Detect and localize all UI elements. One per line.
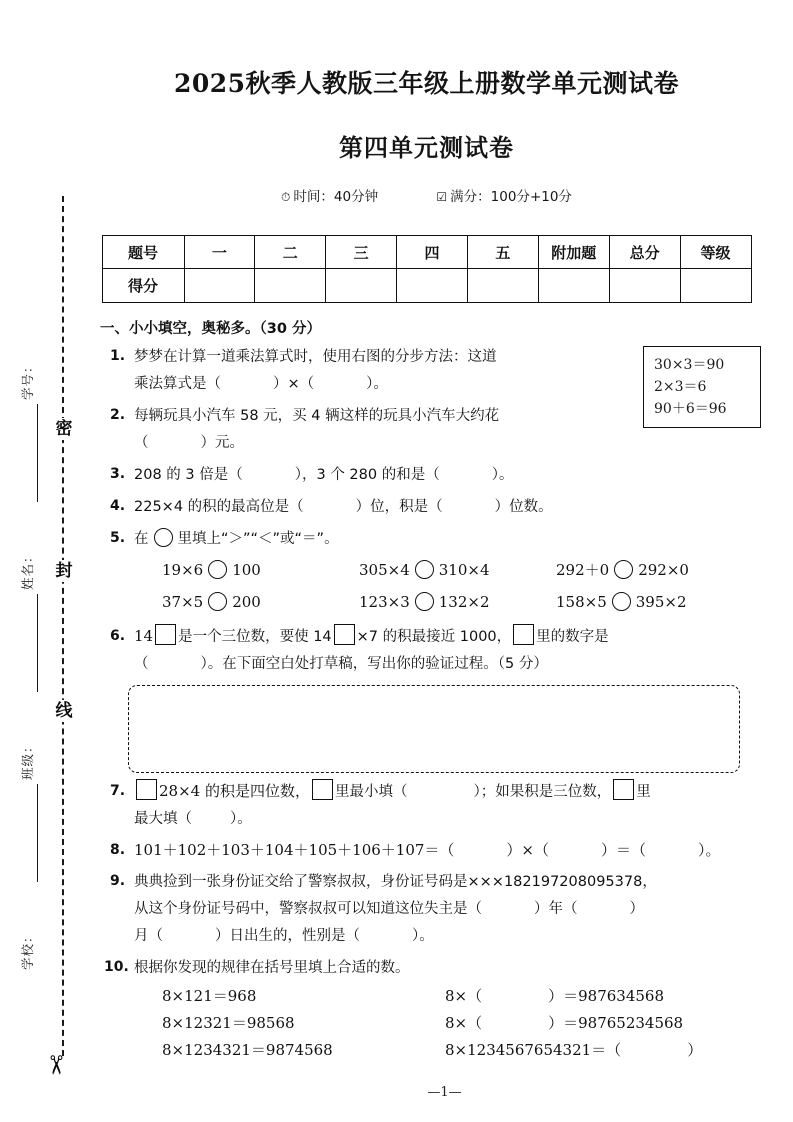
score-col-total: 总分	[609, 236, 680, 269]
comparison-circle[interactable]	[208, 560, 227, 579]
score-col-1: 一	[184, 236, 255, 269]
comparison-cell	[556, 554, 753, 586]
question-2-line-1: 每辆玩具小汽车 58 元，买 4 辆这样的玩具小汽车大约花	[134, 408, 500, 424]
score-table-header-row	[102, 236, 751, 269]
question-2-line-2b: ）元。	[200, 435, 244, 451]
question-3	[100, 461, 753, 488]
field-rule-student-number	[37, 404, 38, 502]
question-9-line-3a: 月（	[134, 928, 163, 944]
question-9-line-3c: ）。	[412, 928, 434, 944]
question-6	[100, 623, 753, 677]
question-6-part-b: 是一个三位数，要使 14	[178, 629, 332, 645]
seal-char-xian: 线	[52, 700, 76, 722]
hint-line-3: 90＋6＝96	[654, 401, 727, 417]
cmp-right: 132×2	[438, 593, 490, 611]
cmp-right: 395×2	[635, 593, 687, 611]
question-8-part-d: ）。	[698, 841, 721, 859]
pattern-row	[162, 983, 753, 1010]
question-7-part-b: 里最小填（	[334, 784, 408, 800]
cmp-left: 123×3	[359, 593, 410, 611]
exam-meta-row	[100, 185, 753, 205]
score-col-4: 四	[397, 236, 468, 269]
question-3-part-a: 208 的 3 倍是（	[134, 467, 243, 483]
hint-line-2: 2×3＝6	[654, 379, 707, 395]
comparison-cell	[162, 586, 359, 618]
question-5-prompt-b: 里填上“＞”“＜”或“＝”。	[177, 531, 339, 547]
comparison-circle[interactable]	[415, 560, 434, 579]
clock-icon: ⏱	[281, 190, 291, 204]
cmp-left: 37×5	[162, 593, 204, 611]
cmp-right: 292×0	[638, 561, 689, 579]
pattern-right	[445, 1010, 683, 1037]
score-col-5: 五	[468, 236, 539, 269]
question-9-line-2c: ）	[629, 901, 644, 917]
question-6-scratch-area[interactable]	[128, 685, 740, 773]
pattern-right	[445, 983, 664, 1010]
question-8	[100, 837, 753, 863]
question-9-line-3b: ）日出生的，性别是（	[215, 928, 360, 944]
cmp-right: 100	[232, 561, 261, 579]
question-2-number: 2.	[110, 407, 126, 423]
comparison-cell	[556, 586, 753, 618]
question-7-line-2a: 最大填（	[134, 811, 192, 827]
score-value-bonus[interactable]	[538, 269, 609, 303]
question-9-line-2b: ）年（	[534, 901, 578, 917]
cmp-left: 292＋0	[556, 561, 610, 579]
pattern-right-b: ）＝98765234568	[548, 1014, 684, 1032]
comparison-circle[interactable]	[614, 560, 633, 579]
question-3-part-c: ）。	[491, 467, 514, 483]
paper-title: 第四单元测试卷	[339, 133, 514, 162]
score-col-bonus: 附加题	[538, 236, 609, 269]
time-meta	[281, 185, 378, 205]
question-5-prompt-circle-icon	[154, 528, 173, 547]
exam-page	[96, 0, 793, 1122]
cmp-left: 19×6	[162, 561, 204, 579]
question-5-prompt-a: 在	[134, 531, 149, 547]
question-8-part-c: ）＝（	[601, 841, 647, 859]
field-label-student-number: 学号：	[20, 359, 35, 400]
score-col-grade: 等级	[680, 236, 751, 269]
score-col-2: 二	[255, 236, 326, 269]
field-label-school: 学校：	[20, 929, 35, 970]
question-10	[100, 954, 753, 1064]
pattern-row	[162, 1010, 753, 1037]
pattern-row	[162, 1037, 753, 1064]
cmp-left: 158×5	[556, 593, 607, 611]
comparison-circle[interactable]	[208, 592, 227, 611]
comparison-cell	[359, 586, 556, 618]
question-1-line-2a: 乘法算式是（	[134, 376, 221, 392]
pattern-right	[445, 1037, 702, 1064]
question-6-line-2b: ）。在下面空白处打草稿，写出你的验证过程。（5 分）	[200, 656, 548, 672]
question-4-part-a: 225×4 的积的最高位是（	[134, 499, 304, 515]
question-3-number: 3.	[110, 466, 126, 482]
seal-margin	[0, 0, 96, 1122]
question-3-part-b: ），3 个 280 的和是（	[294, 467, 440, 483]
pattern-right-a: 8×1234567654321＝（	[445, 1041, 622, 1059]
question-6-part-a: 14	[134, 627, 154, 645]
score-label: 满分：100分+10分	[450, 189, 572, 205]
comparison-row	[162, 586, 753, 618]
question-9-line-1: 典典捡到一张身份证交给了警察叔叔，身份证号码是×××182197208095378，	[134, 874, 657, 890]
question-6-box-b[interactable]	[334, 624, 355, 645]
question-7-part-a: 28×4 的积是四位数，	[159, 782, 310, 800]
score-value-3[interactable]	[326, 269, 397, 303]
score-value-2[interactable]	[255, 269, 326, 303]
question-7-line-2b: ）。	[230, 811, 252, 827]
score-table	[102, 235, 752, 303]
question-7-part-d: 里	[636, 784, 651, 800]
question-6-box-c[interactable]	[513, 624, 534, 645]
pattern-right-b: ）	[687, 1041, 703, 1059]
score-table-row-label-score: 得分	[102, 269, 184, 303]
score-value-4[interactable]	[397, 269, 468, 303]
score-value-1[interactable]	[184, 269, 255, 303]
question-1-line-2b: ）×（	[273, 376, 315, 392]
comparison-circle[interactable]	[612, 592, 631, 611]
seal-char-feng: 封	[52, 560, 76, 582]
question-10-prompt: 根据你发现的规律在括号里填上合适的数。	[134, 960, 410, 976]
question-1-number: 1.	[110, 348, 126, 364]
question-8-part-a: 101＋102＋103＋104＋105＋106＋107＝（	[134, 841, 455, 859]
field-label-class: 班级：	[20, 739, 35, 780]
comparison-cell	[359, 554, 556, 586]
question-1-wrapper	[100, 343, 753, 456]
question-2-line-2a: （	[134, 435, 149, 451]
question-9	[100, 868, 753, 949]
page-footer: —1—	[427, 1085, 462, 1100]
question-7	[100, 778, 753, 832]
scissors-icon: ✂	[39, 1054, 70, 1076]
time-label: 时间：40分钟	[293, 189, 379, 205]
seal-char-mi: 密	[52, 418, 76, 440]
question-6-box-a[interactable]	[155, 624, 176, 645]
field-rule-class	[37, 784, 38, 882]
question-5-comparison-grid	[162, 554, 753, 618]
question-1	[100, 343, 753, 397]
question-4-number: 4.	[110, 498, 126, 514]
check-icon: ☑	[436, 190, 448, 204]
question-6-line-2a: （	[134, 656, 149, 672]
score-table-row-label-number: 题号	[102, 236, 184, 269]
pattern-right-a: 8×（	[445, 987, 483, 1005]
section-one-heading: 一、小小填空，奥秘多。（30 分）	[100, 321, 321, 337]
question-7-number: 7.	[110, 783, 126, 799]
question-10-pattern-grid	[162, 983, 753, 1064]
comparison-row	[162, 554, 753, 586]
document-title: 2025秋季人教版三年级上册数学单元测试卷	[173, 69, 680, 98]
question-1-line-1: 梦梦在计算一道乘法算式时，使用右图的分步方法：这道	[134, 349, 497, 365]
hint-line-1: 30×3＝90	[654, 357, 725, 373]
cmp-right: 200	[232, 593, 261, 611]
seal-dashed-line	[62, 196, 64, 1056]
question-9-line-2a: 从这个身份证号码中，警察叔叔可以知道这位失主是（	[134, 901, 482, 917]
score-value-total[interactable]	[609, 269, 680, 303]
question-7-box-a[interactable]	[136, 779, 157, 800]
question-6-part-d: 里的数字是	[536, 629, 609, 645]
score-meta	[436, 185, 572, 205]
score-value-grade[interactable]	[680, 269, 751, 303]
question-7-part-c: ）；如果积是三位数，	[473, 784, 612, 800]
field-label-name: 姓名：	[20, 549, 35, 590]
question-4-part-b: ）位，积是（	[355, 499, 443, 515]
field-rule-name	[37, 594, 38, 692]
question-7-box-c[interactable]	[613, 779, 634, 800]
question-1-line-2c: ）。	[366, 376, 388, 392]
pattern-right-b: ）＝987634568	[548, 987, 665, 1005]
comparison-cell	[162, 554, 359, 586]
cmp-left: 305×4	[359, 561, 410, 579]
question-2	[100, 402, 753, 456]
pattern-left: 8×121＝968	[162, 987, 257, 1005]
question-5	[100, 525, 753, 618]
question-4	[100, 493, 753, 520]
question-6-number: 6.	[110, 628, 126, 644]
score-table-value-row	[102, 269, 751, 303]
question-8-part-b: ）×（	[506, 841, 549, 859]
score-col-3: 三	[326, 236, 397, 269]
question-9-number: 9.	[110, 873, 126, 889]
pattern-left: 8×12321＝98568	[162, 1014, 295, 1032]
question-7-box-b[interactable]	[312, 779, 333, 800]
question-8-number: 8.	[110, 842, 126, 858]
pattern-right-a: 8×（	[445, 1014, 483, 1032]
question-5-number: 5.	[110, 530, 126, 546]
cmp-right: 310×4	[438, 561, 490, 579]
question-4-part-c: ）位数。	[494, 499, 553, 515]
question-10-number: 10.	[104, 959, 129, 975]
comparison-circle[interactable]	[415, 592, 434, 611]
question-6-part-c: ×7 的积最接近 1000，	[356, 629, 512, 645]
pattern-left: 8×1234321＝9874568	[162, 1041, 333, 1059]
score-value-5[interactable]	[468, 269, 539, 303]
